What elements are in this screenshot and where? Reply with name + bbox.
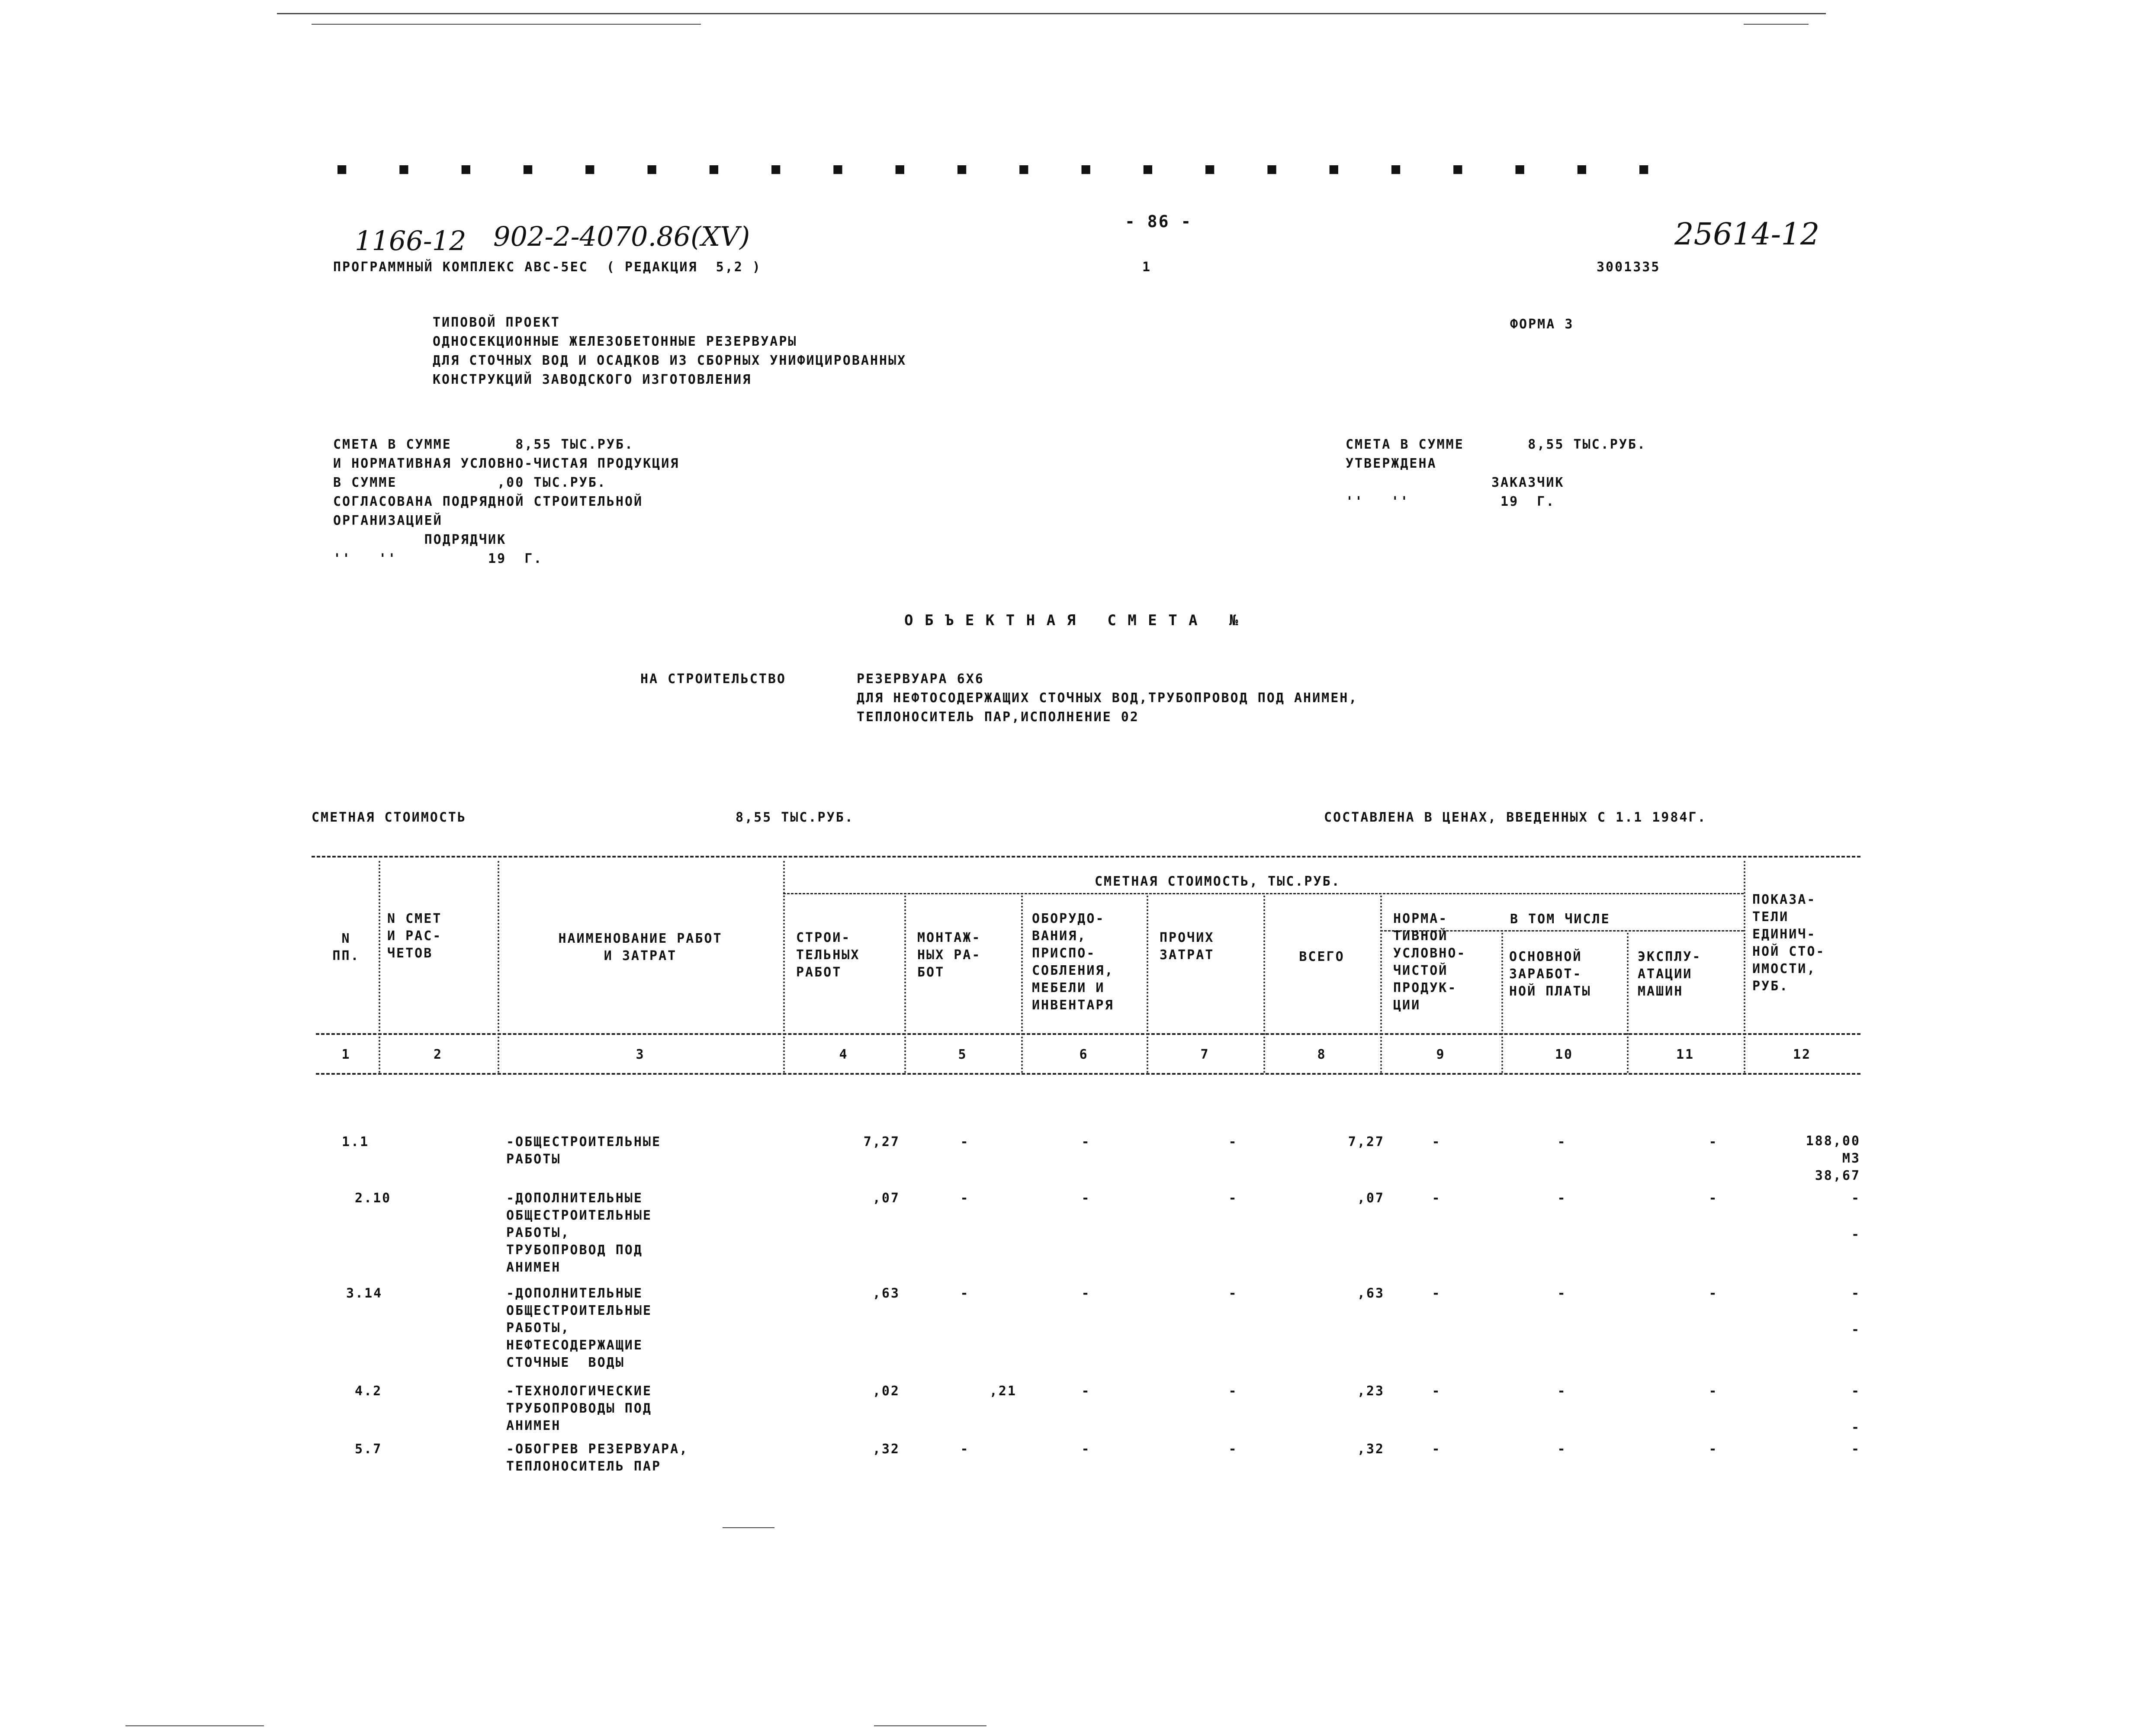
top-edge-line-3: [1744, 24, 1809, 25]
col-number-2: 2: [433, 1047, 443, 1062]
row-total: ,63: [1357, 1286, 1385, 1301]
handwritten-project-code: 902-2-4070.86(XV): [493, 221, 750, 252]
right-block-line-1: СМЕТА В СУММЕ 8,55 ТЫС.РУБ.: [1346, 437, 1647, 452]
header-col-10: ОСНОВНОЙ ЗАРАБОТ- НОЙ ПЛАТЫ: [1509, 949, 1591, 999]
row-total: ,32: [1357, 1442, 1385, 1457]
col-number-4: 4: [839, 1047, 848, 1062]
row-machine-operation: -: [1709, 1442, 1718, 1457]
row-construction-cost: ,02: [872, 1384, 900, 1399]
row-equipment-cost: -: [1081, 1286, 1091, 1301]
construction-line-2: ДЛЯ НЕФТОСОДЕРЖАЩИХ СТОЧНЫХ ВОД,ТРУБОПРОВОД ПОД АНИМЕН,: [857, 691, 1358, 706]
bottom-edge-line: [125, 1725, 264, 1726]
handwritten-doc-number: 1166-12: [355, 225, 466, 257]
row-other-cost: -: [1228, 1191, 1238, 1206]
row-base-wages: -: [1557, 1134, 1567, 1150]
row-number: 5.7: [355, 1442, 382, 1457]
row-construction-cost: ,63: [872, 1286, 900, 1301]
col-sep-7: [1263, 896, 1265, 1073]
left-block-line-3: В СУММЕ ,00 ТЫС.РУБ.: [333, 475, 607, 490]
row-total: ,07: [1357, 1191, 1385, 1206]
left-block-line-5: ОРГАНИЗАЦИЕЙ: [333, 513, 443, 528]
row-base-wages: -: [1557, 1286, 1567, 1301]
project-line-2: ОДНОСЕКЦИОННЫЕ ЖЕЛЕЗОБЕТОННЫЕ РЕЗЕРВУАРЫ: [433, 334, 797, 349]
construction-line-1: РЕЗЕРВУАРА 6Х6: [857, 671, 984, 687]
col-sep-9: [1501, 933, 1503, 1073]
col-number-11: 11: [1676, 1047, 1695, 1062]
prices-note: СОСТАВЛЕНА В ЦЕНАХ, ВВЕДЕННЫХ С 1.1 1984Г.: [1324, 810, 1707, 825]
row-unit-indicators: - -: [1851, 1384, 1860, 1435]
group-rule: [783, 893, 1744, 894]
row-base-wages: -: [1557, 1442, 1567, 1457]
row-total: ,23: [1357, 1384, 1385, 1399]
header-col-5: МОНТАЖ- НЫХ РА- БОТ: [917, 930, 981, 980]
header-col-4: СТРОИ- ТЕЛЬНЫХ РАБОТ: [796, 930, 860, 980]
cost-value: 8,55 ТЫС.РУБ.: [736, 810, 854, 825]
header-col-8: ВСЕГО: [1299, 949, 1345, 964]
right-block-line-4: '' '' 19 Г.: [1346, 494, 1555, 509]
top-edge-line-2: [312, 24, 701, 25]
row-normative-product: -: [1432, 1286, 1441, 1301]
row-machine-operation: -: [1709, 1384, 1718, 1399]
row-installation-cost: ,21: [989, 1384, 1017, 1399]
header-group: СМЕТНАЯ СТОИМОСТЬ, ТЫС.РУБ.: [1095, 874, 1341, 889]
header-col-6: ОБОРУДО- ВАНИЯ, ПРИСПО- СОБЛЕНИЯ, МЕБЕЛИ И ИНВЕНТАРЯ: [1032, 911, 1114, 1013]
construction-line-3: ТЕПЛОНОСИТЕЛЬ ПАР,ИСПОЛНЕНИЕ 02: [857, 710, 1139, 725]
scan-mark: [723, 1527, 774, 1528]
col-sep-2: [498, 861, 499, 1073]
row-installation-cost: -: [960, 1134, 970, 1150]
col-number-1: 1: [341, 1047, 351, 1062]
row-name: -ОБЩЕСТРОИТЕЛЬНЫЕ РАБОТЫ: [506, 1134, 662, 1167]
col-number-12: 12: [1793, 1047, 1812, 1062]
row-machine-operation: -: [1709, 1286, 1718, 1301]
row-other-cost: -: [1228, 1134, 1238, 1150]
header-col-12: ПОКАЗА- ТЕЛИ ЕДИНИЧ- НОЙ СТО- ИМОСТИ, РУБ.: [1752, 892, 1825, 994]
document-title: О Б Ъ Е К Т Н А Я С М Е Т А №: [904, 612, 1240, 629]
right-block-line-2: УТВЕРЖДЕНА: [1346, 456, 1437, 471]
header-col-11: ЭКСПЛУ- АТАЦИИ МАШИН: [1638, 949, 1702, 999]
row-installation-cost: -: [960, 1442, 970, 1457]
row-name: -ТЕХНОЛОГИЧЕСКИЕ ТРУБОПРОВОДЫ ПОД АНИМЕН: [506, 1384, 652, 1433]
header-col-9: НОРМА- ТИВНОЙ УСЛОВНО- ЧИСТОЙ ПРОДУК- ЦИИ: [1393, 911, 1466, 1013]
row-normative-product: -: [1432, 1384, 1441, 1399]
col-sep-8: [1380, 896, 1382, 1073]
header-col-2: N СМЕТ И РАС- ЧЕТОВ: [387, 911, 442, 961]
row-base-wages: -: [1557, 1191, 1567, 1206]
bottom-edge-line-2: [874, 1725, 986, 1726]
handwritten-sheet-number: 25614-12: [1674, 216, 1820, 252]
col-sep-10: [1627, 933, 1629, 1073]
program-page: 1: [1142, 260, 1152, 275]
cost-label: СМЕТНАЯ СТОИМОСТЬ: [312, 810, 467, 825]
col-sep-3: [783, 861, 785, 1073]
row-normative-product: -: [1432, 1134, 1441, 1150]
row-unit-indicators: - -: [1851, 1286, 1860, 1337]
row-number: 3.14: [346, 1286, 383, 1301]
row-unit-indicators: -: [1851, 1442, 1860, 1457]
row-normative-product: -: [1432, 1442, 1441, 1457]
numbers-bottom-rule: [316, 1073, 1860, 1075]
row-equipment-cost: -: [1081, 1442, 1091, 1457]
row-name: -ДОПОЛНИТЕЛЬНЫЕ ОБЩЕСТРОИТЕЛЬНЫЕ РАБОТЫ, НЕФТЕСОДЕРЖАЩИЕ СТОЧНЫЕ ВОДЫ: [506, 1286, 652, 1370]
header-subgroup: В ТОМ ЧИСЛЕ: [1510, 912, 1610, 927]
left-block-line-7: '' '' 19 Г.: [333, 551, 543, 566]
construction-label: НА СТРОИТЕЛЬСТВО: [640, 671, 786, 687]
project-line-3: ДЛЯ СТОЧНЫХ ВОД И ОСАДКОВ ИЗ СБОРНЫХ УНИФИЦИРОВАННЫХ: [433, 353, 907, 368]
row-normative-product: -: [1432, 1191, 1441, 1206]
row-construction-cost: ,32: [872, 1442, 900, 1457]
col-sep-1: [379, 861, 380, 1073]
header-bottom-rule: [316, 1033, 1860, 1035]
left-block-line-6: ПОДРЯДЧИК: [333, 532, 507, 547]
row-name: -ОБОГРЕВ РЕЗЕРВУАРА, ТЕПЛОНОСИТЕЛЬ ПАР: [506, 1442, 689, 1474]
row-installation-cost: -: [960, 1191, 970, 1206]
table-top-rule: [312, 856, 1860, 858]
col-number-9: 9: [1436, 1047, 1446, 1062]
left-block-line-4: СОГЛАСОВАНА ПОДРЯДНОЙ СТРОИТЕЛЬНОЙ: [333, 494, 643, 509]
col-sep-11: [1744, 861, 1745, 1073]
row-base-wages: -: [1557, 1384, 1567, 1399]
row-total: 7,27: [1348, 1134, 1385, 1150]
row-construction-cost: 7,27: [863, 1134, 900, 1150]
header-col-3: НАИМЕНОВАНИЕ РАБОТ И ЗАТРАТ: [558, 931, 723, 964]
col-number-5: 5: [958, 1047, 967, 1062]
row-other-cost: -: [1228, 1442, 1238, 1457]
col-number-7: 7: [1200, 1047, 1210, 1062]
header-col-1: N ПП.: [332, 931, 360, 964]
row-machine-operation: -: [1709, 1134, 1718, 1150]
row-machine-operation: -: [1709, 1191, 1718, 1206]
row-other-cost: -: [1228, 1384, 1238, 1399]
col-sep-4: [904, 896, 906, 1073]
row-other-cost: -: [1228, 1286, 1238, 1301]
col-number-8: 8: [1317, 1047, 1327, 1062]
form-label: ФОРМА 3: [1510, 317, 1574, 332]
top-edge-line: [277, 13, 1826, 14]
dot-row: ■ ■ ■ ■ ■ ■ ■ ■ ■ ■ ■ ■ ■ ■ ■ ■ ■ ■ ■ ■ ■ ■: [337, 160, 1648, 177]
left-block-line-2: И НОРМАТИВНАЯ УСЛОВНО-ЧИСТАЯ ПРОДУКЦИЯ: [333, 456, 680, 471]
row-number: 4.2: [355, 1384, 382, 1399]
col-sep-5: [1021, 896, 1023, 1073]
col-number-3: 3: [636, 1047, 645, 1062]
col-number-6: 6: [1079, 1047, 1089, 1062]
header-col-7: ПРОЧИХ ЗАТРАТ: [1160, 930, 1215, 963]
project-line-4: КОНСТРУКЦИЙ ЗАВОДСКОГО ИЗГОТОВЛЕНИЯ: [433, 372, 752, 387]
row-construction-cost: ,07: [872, 1191, 900, 1206]
row-installation-cost: -: [960, 1286, 970, 1301]
col-number-10: 10: [1555, 1047, 1574, 1062]
row-number: 1.1: [342, 1134, 370, 1150]
row-unit-indicators: - -: [1851, 1191, 1860, 1242]
row-equipment-cost: -: [1081, 1384, 1091, 1399]
project-line-1: ТИПОВОЙ ПРОЕКТ: [433, 315, 560, 330]
document-code: 3001335: [1597, 260, 1661, 275]
page-number: - 86 -: [1125, 212, 1192, 231]
col-sep-6: [1147, 896, 1148, 1073]
row-number: 2.10: [355, 1191, 392, 1206]
row-unit-indicators: 188,00 М3 38,67: [1806, 1134, 1860, 1183]
program-line: ПРОГРАММНЫЙ КОМПЛЕКС АВС-5ЕС ( РЕДАКЦИЯ 5,2 ): [333, 260, 762, 275]
left-block-line-1: СМЕТА В СУММЕ 8,55 ТЫС.РУБ.: [333, 437, 634, 452]
right-block-line-3: ЗАКАЗЧИК: [1346, 475, 1565, 490]
row-equipment-cost: -: [1081, 1134, 1091, 1150]
row-name: -ДОПОЛНИТЕЛЬНЫЕ ОБЩЕСТРОИТЕЛЬНЫЕ РАБОТЫ, ТРУБОПРОВОД ПОД АНИМЕН: [506, 1191, 652, 1275]
row-equipment-cost: -: [1081, 1191, 1091, 1206]
